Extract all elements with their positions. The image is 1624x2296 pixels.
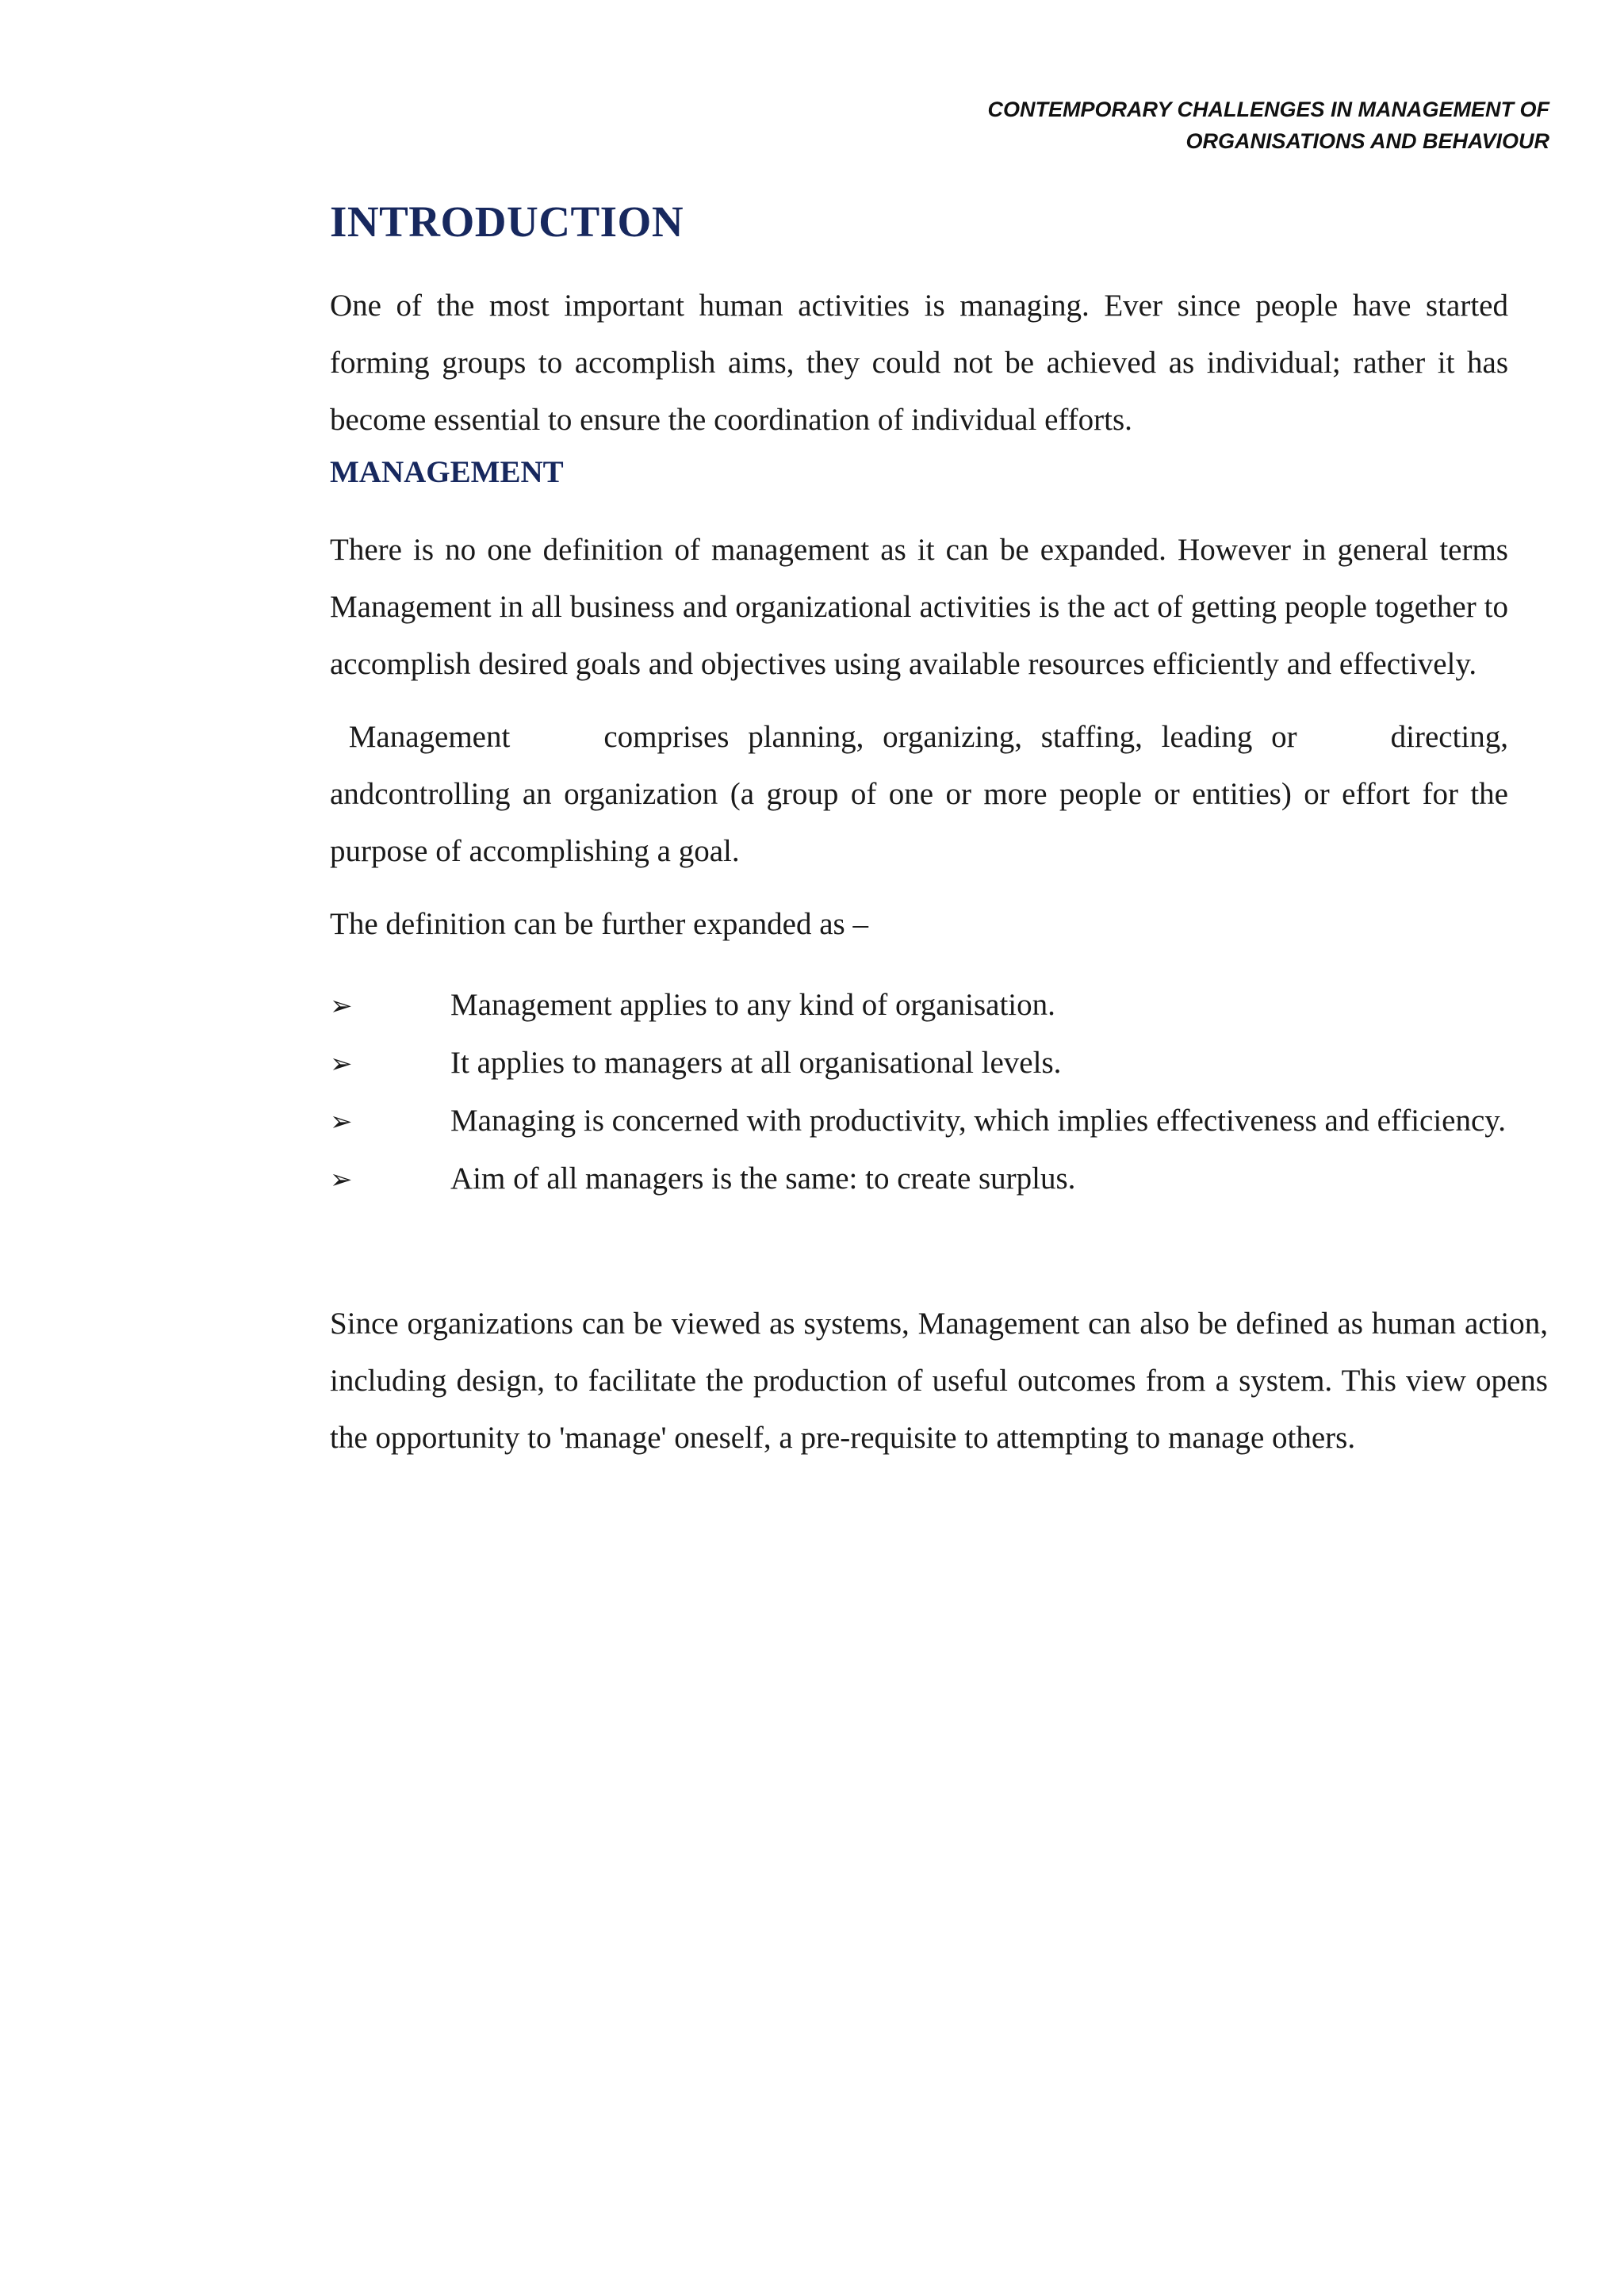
running-header (836, 94, 1549, 157)
running-header-line-1: CONTEMPORARY CHALLENGES IN MANAGEMENT OF (987, 98, 1549, 121)
running-header-line-2: ORGANISATIONS AND BEHAVIOUR (1185, 129, 1549, 153)
definition-bullet-list (330, 977, 1508, 1208)
list-item-text: It applies to managers at all organisational levels. (450, 1046, 1062, 1080)
arrowhead-bullet-icon: ➢ (330, 1164, 353, 1196)
definition-expanded-intro: The definition can be further expanded as – (330, 907, 868, 941)
list-item-text: Management applies to any kind of organisation. (450, 988, 1055, 1022)
management-comprises-part-1: Management (348, 720, 511, 754)
list-item (330, 1035, 1508, 1093)
systems-view-paragraph: Since organizations can be viewed as systems, Management can also be defined as human action, including design, to facilitate the production of useful outcomes from a system. This view opens the opportunity to 'manage' oneself, a pre-requisite to attempting to manage others. (330, 1307, 1548, 1455)
arrowhead-bullet-icon: ➢ (330, 1106, 353, 1138)
management-comprises-part-3: directing, andcontrolling an organization (a group of one or more people or entities) or effort for the purpose of accomplishing a goal. (330, 720, 1508, 868)
management-comprises-part-2: comprises planning, organizing, staffing, leading or (603, 720, 1297, 754)
arrowhead-bullet-icon: ➢ (330, 1048, 353, 1080)
management-comprises-paragraph (330, 709, 1508, 880)
management-heading: MANAGEMENT (330, 455, 564, 489)
list-item-text: Managing is concerned with productivity, which implies effectiveness and efficiency. (450, 1104, 1507, 1138)
list-item (330, 977, 1508, 1035)
introduction-paragraph: One of the most important human activities is managing. Ever since people have started forming groups to accomplish aims, they could not be achieved as individual; rather it has become essential to ensure the coordination of individual efforts. (330, 289, 1508, 437)
list-item (330, 1150, 1508, 1208)
document-body (330, 190, 1548, 1467)
introduction-heading: INTRODUCTION (330, 197, 684, 246)
list-item (330, 1093, 1508, 1150)
arrowhead-bullet-icon: ➢ (330, 990, 353, 1022)
management-definition-paragraph: There is no one definition of management as it can be expanded. However in general terms Management in all business and organizational activities is the act of getting people together to accomplish desired goals and objectives using available resources efficiently and effectively. (330, 533, 1508, 681)
list-item-text: Aim of all managers is the same: to create surplus. (450, 1161, 1076, 1196)
